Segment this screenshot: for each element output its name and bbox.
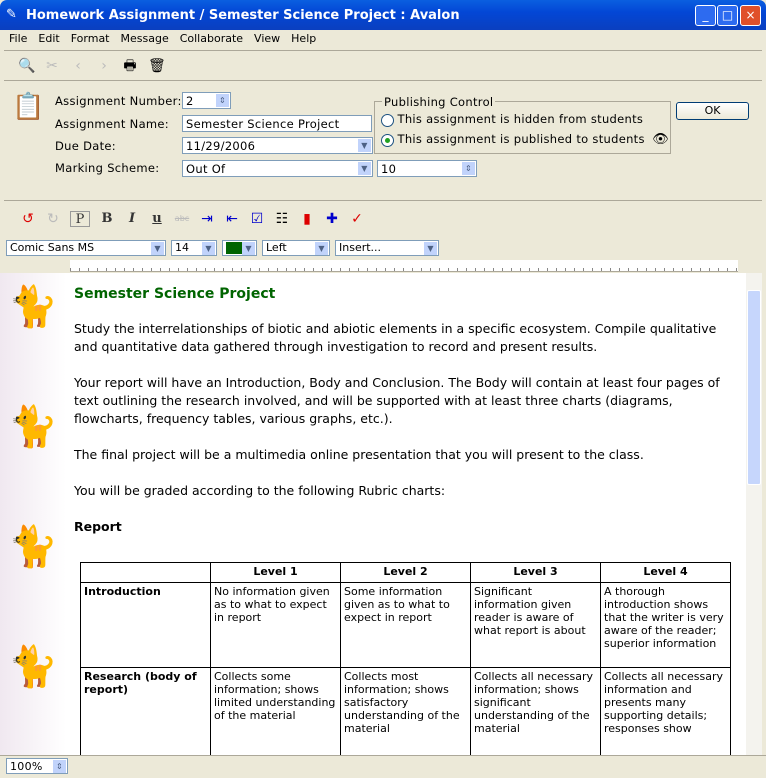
cat-graphic: 🐈 bbox=[8, 284, 58, 330]
ok-button[interactable]: OK bbox=[676, 102, 749, 120]
divider bbox=[4, 80, 762, 81]
points-value: 10 bbox=[381, 162, 397, 176]
row-header: Research (body of report) bbox=[81, 668, 211, 756]
decorative-border bbox=[0, 273, 66, 755]
ruler[interactable] bbox=[70, 260, 738, 272]
radio-published-label: This assignment is published to students bbox=[397, 132, 645, 146]
font-size-select[interactable] bbox=[171, 240, 217, 256]
title-bar bbox=[0, 0, 766, 30]
radio-hidden[interactable] bbox=[381, 112, 643, 127]
tools-icon: ✂ bbox=[46, 58, 58, 74]
window-title: Homework Assignment / Semester Science Project : Avalon bbox=[26, 8, 460, 23]
select-list-icon[interactable]: ☑ bbox=[250, 211, 264, 227]
table-cell: A thorough introduction shows that the writer is very aware of the reader; superior information bbox=[601, 583, 731, 668]
insert-value: Insert... bbox=[339, 241, 382, 254]
points-stepper[interactable] bbox=[377, 160, 477, 177]
menu-collaborate[interactable]: Collaborate bbox=[179, 32, 244, 45]
find-icon[interactable]: 🔍 bbox=[18, 58, 36, 74]
menu-file[interactable]: File bbox=[9, 32, 28, 45]
menu-bar bbox=[4, 30, 762, 48]
radio-published[interactable] bbox=[381, 132, 669, 147]
marking-scheme-label: Marking Scheme: bbox=[55, 161, 160, 175]
assignment-name-label: Assignment Name: bbox=[55, 117, 169, 131]
spell-check-icon[interactable]: ✓ bbox=[351, 211, 363, 227]
underline-button[interactable]: u bbox=[152, 211, 162, 226]
table-cell: Collects all necessary information; shows significant understanding of the material bbox=[471, 668, 601, 756]
bold-button[interactable]: B bbox=[101, 211, 113, 226]
cat-graphic: 🐈 bbox=[8, 404, 58, 450]
menu-edit[interactable]: Edit bbox=[38, 32, 60, 45]
checklist-icon[interactable]: ☷ bbox=[275, 211, 289, 227]
menu-view[interactable]: View bbox=[254, 32, 281, 45]
document-title: Semester Science Project bbox=[74, 286, 276, 302]
forward-arrow-icon: › bbox=[101, 58, 107, 74]
due-date-label: Due Date: bbox=[55, 139, 116, 153]
print-icon[interactable]: 🖶 bbox=[123, 58, 137, 74]
document-body bbox=[74, 285, 734, 735]
app-icon: ✎ bbox=[6, 7, 17, 22]
header-cell: Level 2 bbox=[341, 563, 471, 583]
divider bbox=[4, 50, 762, 51]
zoom-stepper[interactable] bbox=[6, 758, 68, 774]
header-cell: Level 3 bbox=[471, 563, 601, 583]
assignment-number-label: Assignment Number: bbox=[55, 94, 182, 108]
paragraph: Study the interrelationships of biotic and abiotic elements in a specific ecosystem. Compile qualitative and quantitative data gathered through investigation to record and present results. bbox=[74, 321, 717, 354]
delete-icon[interactable]: 🗑 bbox=[148, 58, 166, 74]
row-header: Introduction bbox=[81, 583, 211, 668]
back-arrow-icon: ‹ bbox=[75, 58, 81, 74]
table-header-row bbox=[81, 563, 731, 583]
assignment-number-stepper[interactable] bbox=[182, 92, 231, 109]
insert-select[interactable] bbox=[335, 240, 439, 256]
header-cell bbox=[81, 563, 211, 583]
section-heading: Report bbox=[74, 519, 122, 534]
chevron-down-icon[interactable]: ▼ bbox=[424, 242, 437, 255]
zoom-value: 100% bbox=[10, 760, 43, 773]
document-editor[interactable] bbox=[0, 273, 746, 755]
outdent-icon[interactable]: ⇤ bbox=[226, 211, 238, 227]
chevron-down-icon[interactable]: ▼ bbox=[358, 139, 371, 152]
cat-graphic: 🐈 bbox=[8, 644, 58, 690]
main-toolbar bbox=[18, 58, 164, 74]
paragraph: Your report will have an Introduction, Body and Conclusion. The Body will contain at least four pages of text outlining the research involved, and will be supported with at least three charts (diagrams, flowcharts, frequency tables, various graphs, etc.). bbox=[74, 375, 720, 426]
radio-button[interactable] bbox=[381, 134, 394, 147]
font-size-value: 14 bbox=[175, 241, 189, 254]
header-cell: Level 4 bbox=[601, 563, 731, 583]
divider bbox=[4, 200, 762, 201]
scrollbar-thumb[interactable] bbox=[747, 290, 761, 485]
menu-message[interactable]: Message bbox=[120, 32, 169, 45]
chevron-down-icon[interactable]: ▼ bbox=[151, 242, 164, 255]
chevron-down-icon[interactable]: ▼ bbox=[202, 242, 215, 255]
eye-icon: 👁 bbox=[652, 132, 669, 147]
assignment-name-input[interactable]: Semester Science Project bbox=[182, 115, 372, 132]
table-cell: Collects all necessary information and presents many supporting details; responses show bbox=[601, 668, 731, 756]
radio-hidden-label: This assignment is hidden from students bbox=[397, 112, 644, 126]
table-cell: Some information given as to what to expect in report bbox=[341, 583, 471, 668]
table-row bbox=[81, 583, 731, 668]
paragraph: You will be graded according to the following Rubric charts: bbox=[74, 483, 446, 498]
alignment-value: Left bbox=[266, 241, 287, 254]
paragraph-button[interactable]: P bbox=[70, 211, 90, 227]
assignment-icon: 📋 bbox=[12, 92, 45, 122]
menu-help[interactable]: Help bbox=[291, 32, 317, 45]
menu-format[interactable]: Format bbox=[70, 32, 110, 45]
table-cell: Collects most information; shows satisfactory understanding of the material bbox=[341, 668, 471, 756]
maximize-button[interactable]: □ bbox=[717, 5, 738, 26]
alignment-select[interactable] bbox=[262, 240, 330, 256]
indent-icon[interactable]: ⇥ bbox=[201, 211, 213, 227]
due-date-value: 11/29/2006 bbox=[186, 139, 256, 153]
close-button[interactable]: × bbox=[740, 5, 761, 26]
header-cell: Level 1 bbox=[211, 563, 341, 583]
font-color-select[interactable] bbox=[222, 240, 257, 256]
minimize-button[interactable]: _ bbox=[695, 5, 716, 26]
table-row bbox=[81, 668, 731, 756]
undo-icon[interactable]: ↺ bbox=[22, 211, 34, 227]
table-cell: Collects some information; shows limited understanding of the material bbox=[211, 668, 341, 756]
paragraph: The final project will be a multimedia online presentation that you will present to the class. bbox=[74, 447, 644, 462]
strikethrough-button: abc bbox=[174, 214, 190, 223]
redo-icon: ↻ bbox=[47, 211, 59, 227]
table-cell: No information given as to what to expect in report bbox=[211, 583, 341, 668]
marking-scheme-value: Out Of bbox=[186, 162, 226, 176]
due-date-select[interactable] bbox=[182, 137, 373, 154]
spinner-icon[interactable]: ⇕ bbox=[462, 162, 475, 175]
italic-button[interactable]: I bbox=[128, 211, 136, 226]
font-family-select[interactable] bbox=[6, 240, 166, 256]
rubric-table bbox=[80, 562, 731, 755]
publishing-control-legend: Publishing Control bbox=[384, 95, 494, 109]
eraser-icon[interactable]: ▮ bbox=[303, 211, 311, 227]
spinner-icon[interactable]: ⇕ bbox=[53, 760, 66, 773]
spinner-icon[interactable]: ⇕ bbox=[216, 94, 229, 107]
chevron-down-icon[interactable]: ▼ bbox=[242, 242, 255, 255]
assignment-number-value: 2 bbox=[186, 94, 194, 108]
marking-scheme-select[interactable] bbox=[182, 160, 373, 177]
cat-graphic: 🐈 bbox=[8, 524, 58, 570]
add-pen-icon[interactable]: ✚ bbox=[326, 211, 338, 227]
font-family-value: Comic Sans MS bbox=[10, 241, 95, 254]
radio-button[interactable] bbox=[381, 114, 394, 127]
status-bar bbox=[0, 755, 766, 778]
chevron-down-icon[interactable]: ▼ bbox=[358, 162, 371, 175]
format-toolbar bbox=[20, 211, 365, 227]
table-cell: Significant information given reader is aware of what report is about bbox=[471, 583, 601, 668]
chevron-down-icon[interactable]: ▼ bbox=[315, 242, 328, 255]
